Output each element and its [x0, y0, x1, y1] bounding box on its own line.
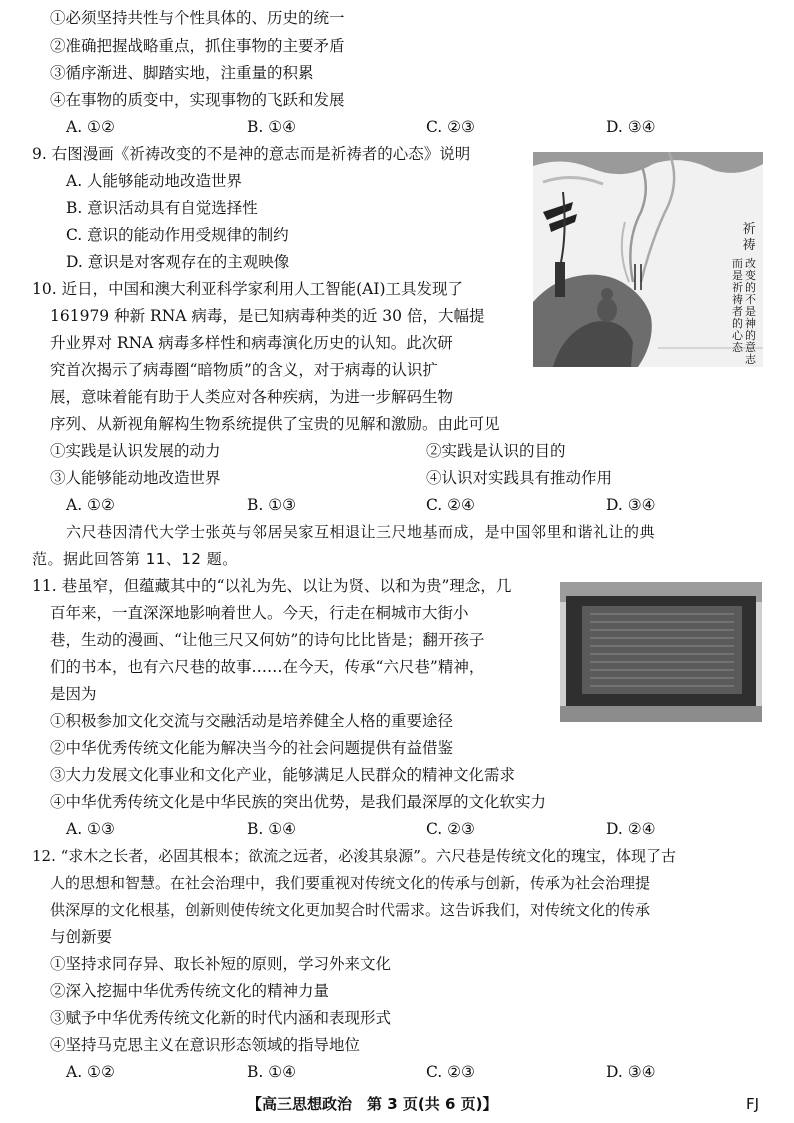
q11-line-3: 巷，生动的漫画、“让他三尺又何妨”的诗句比比皆是；翻开孩子: [50, 631, 485, 649]
q12-item-3: ③赋予中华优秀传统文化新的时代内涵和表现形式: [50, 1009, 392, 1027]
q9-option-d: D. 意识是对客观存在的主观映像: [66, 253, 290, 271]
cartoon-caption-4: 而是祈祷者的心态: [732, 257, 743, 354]
prev-choice-b: B. ①④: [247, 118, 297, 136]
q11-item-4: ④中华优秀传统文化是中华民族的突出优势，是我们最深厚的文化软实力: [50, 793, 547, 811]
stone-tablet-drawing: [560, 582, 762, 722]
prev-choice-a: A. ①②: [66, 118, 115, 136]
prev-item-4: ④在事物的质变中，实现事物的飞跃和发展: [50, 91, 345, 109]
cartoon-drawing: [533, 152, 763, 367]
q12-line-2: 人的思想和智慧。在社会治理中，我们要重视对传统文化的传承与创新，传承为社会治理提: [50, 874, 651, 892]
stone-tablet-image: [560, 582, 762, 722]
prev-choice-d: D. ③④: [606, 118, 656, 136]
q11-item-3: ③大力发展文化事业和文化产业，能够满足人民群众的精神文化需求: [50, 766, 516, 784]
cartoon-caption-1: 祈: [742, 222, 756, 237]
q11-line-5: 是因为: [50, 685, 97, 703]
q11-line-4: 们的书本，也有六尺巷的故事……在今天，传承“六尺巷”精神，: [50, 658, 485, 676]
prev-item-3: ③循序渐进、脚踏实地，注重量的积累: [50, 64, 314, 82]
q11-choice-d: D. ②④: [606, 820, 656, 838]
q10-line-3: 升业界对 RNA 病毒多样性和病毒演化历史的认知。此次研: [50, 334, 453, 352]
q10-line-5: 展，意味着能有助于人类应对各种疾病，为进一步解码生物: [50, 388, 454, 406]
cartoon-caption-3: 改变的不是神的意志: [745, 257, 756, 366]
prev-item-2: ②准确把握战略重点，抓住事物的主要矛盾: [50, 37, 345, 55]
q11-item-2: ②中华优秀传统文化能为解决当今的社会问题提供有益借鉴: [50, 739, 454, 757]
q10-item-3: ③人能够能动地改造世界: [50, 469, 221, 487]
q10-line-4: 究首次揭示了病毒圈“暗物质”的含义，对于病毒的认识扩: [50, 361, 438, 379]
q11-choice-b: B. ①④: [247, 820, 297, 838]
prev-item-1: ①必须坚持共性与个性具体的、历史的统一: [50, 9, 345, 27]
q12-item-2: ②深入挖掘中华优秀传统文化的精神力量: [50, 982, 330, 1000]
q12-choice-b: B. ①④: [247, 1063, 297, 1081]
q10-choice-a: A. ①②: [66, 496, 115, 514]
q10-line-6: 序列、从新视角解构生物系统提供了宝贵的见解和激励。由此可见: [50, 415, 500, 433]
q11-line-1: 11. 巷虽窄，但蕴藏其中的“以礼为先、以让为贤、以和为贵”理念，几: [32, 577, 512, 595]
footer-code: FJ: [746, 1095, 760, 1113]
q12-line-1: 12. “求木之长者，必固其根本；欲流之远者，必浚其泉源”。六尺巷是传统文化的瑰宝，体现了古: [32, 847, 676, 865]
q9-option-c: C. 意识的能动作用受规律的制约: [66, 226, 289, 244]
intro-line-2: 范。据此回答第 11、12 题。: [32, 550, 238, 568]
q12-line-3: 供深厚的文化根基，创新则使传统文化更加契合时代需求。这告诉我们，对传统文化的传承: [50, 901, 651, 919]
q12-item-1: ①坚持求同存异、取长补短的原则，学习外来文化: [50, 955, 392, 973]
q9-option-a: A. 人能够能动地改造世界: [66, 172, 243, 190]
q12-item-4: ④坚持马克思主义在意识形态领域的指导地位: [50, 1036, 361, 1054]
q11-item-1: ①积极参加文化交流与交融活动是培养健全人格的重要途径: [50, 712, 454, 730]
q12-choice-d: D. ③④: [606, 1063, 656, 1081]
q9-stem: 9. 右图漫画《祈祷改变的不是神的意志而是祈祷者的心态》说明: [32, 145, 471, 163]
cartoon-image: [533, 152, 763, 367]
intro-line-1: 六尺巷因清代大学士张英与邻居吴家互相退让三尺地基而成，是中国邻里和谐礼让的典: [66, 523, 656, 541]
q10-choice-c: C. ②④: [426, 496, 475, 514]
q10-choice-b: B. ①③: [247, 496, 297, 514]
footer-page-info: 【高三思想政治 第 3 页(共 6 页)】: [247, 1095, 498, 1113]
q10-line-1: 10. 近日，中国和澳大利亚科学家利用人工智能(AI)工具发现了: [32, 280, 463, 298]
q11-choice-c: C. ②③: [426, 820, 475, 838]
prev-choice-c: C. ②③: [426, 118, 475, 136]
q10-line-2: 161979 种新 RNA 病毒，是已知病毒种类的近 30 倍，大幅提: [50, 307, 485, 325]
q12-choice-c: C. ②③: [426, 1063, 475, 1081]
q10-item-4: ④认识对实践具有推动作用: [426, 469, 613, 487]
q11-line-2: 百年来，一直深深地影响着世人。今天，行走在桐城市大街小: [50, 604, 469, 622]
q12-line-4: 与创新要: [50, 928, 113, 946]
cartoon-caption-2: 祷: [742, 238, 756, 253]
q9-option-b: B. 意识活动具有自觉选择性: [66, 199, 258, 217]
q10-item-2: ②实践是认识的目的: [426, 442, 566, 460]
q12-choice-a: A. ①②: [66, 1063, 115, 1081]
q10-item-1: ①实践是认识发展的动力: [50, 442, 221, 460]
q11-choice-a: A. ①③: [66, 820, 115, 838]
q10-choice-d: D. ③④: [606, 496, 656, 514]
